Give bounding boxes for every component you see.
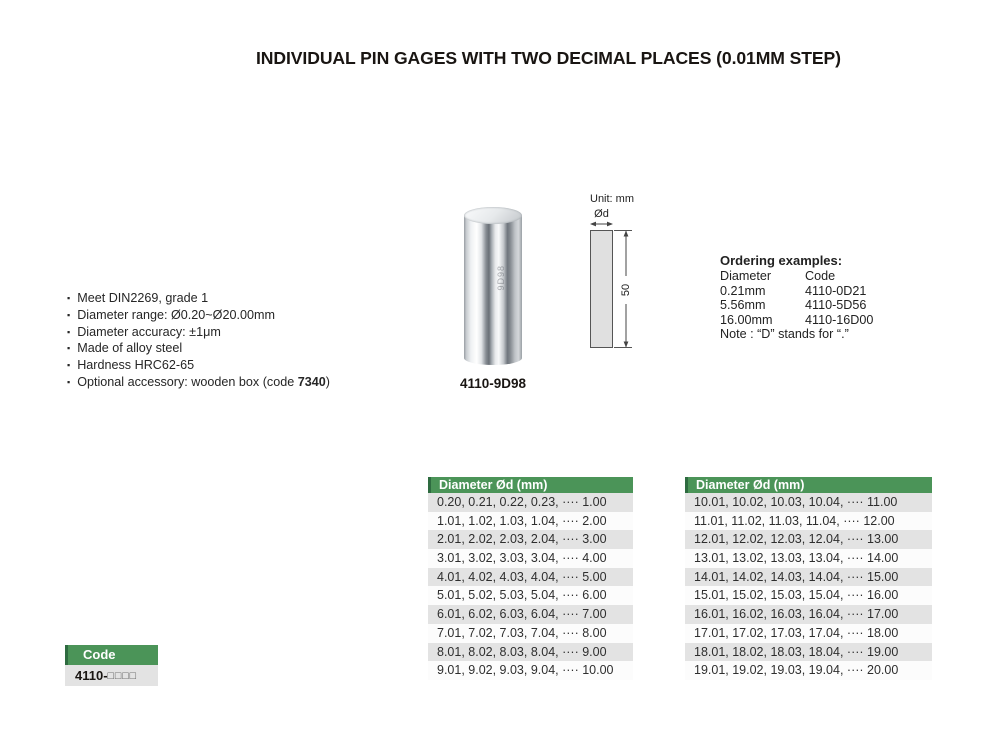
table-row: 14.01, 14.02, 14.03, 14.04, ···· 15.00	[685, 568, 932, 587]
list-item	[67, 291, 330, 308]
code-box-value	[65, 665, 158, 686]
table-header: Diameter Ød (mm)	[428, 477, 633, 493]
length-dimension-label: 50	[620, 283, 632, 297]
page-title: INDIVIDUAL PIN GAGES WITH TWO DECIMAL PLACES (0.01MM STEP)	[256, 48, 841, 68]
order-code-box	[65, 645, 158, 686]
feature-text	[77, 375, 330, 391]
table-row: 19.01, 19.02, 19.03, 19.04, ···· 20.00	[685, 661, 932, 680]
feature-text: Diameter range: Ø0.20~Ø20.00mm	[77, 307, 275, 322]
table-row: 2.01, 2.02, 2.03, 2.04, ···· 3.00	[428, 530, 633, 549]
unit-label: Unit: mm	[590, 193, 634, 205]
list-item	[67, 308, 330, 325]
code-box-header: Code	[65, 645, 158, 665]
bullet-square-icon: ▪	[67, 376, 71, 387]
code-placeholder-boxes: □□□□	[107, 670, 137, 682]
ordering-examples	[720, 253, 873, 342]
table-row: 15.01, 15.02, 15.03, 15.04, ···· 16.00	[685, 586, 932, 605]
ordering-diameter: 0.21mm	[720, 283, 766, 298]
accessory-code: 7340	[297, 374, 326, 389]
ordering-code: 4110-0D21	[805, 283, 867, 298]
pin-engraving-text: 9D98	[496, 265, 506, 291]
list-item	[67, 358, 330, 375]
code-prefix: 4110-	[75, 668, 108, 683]
feature-text: Made of alloy steel	[77, 341, 183, 356]
pin-top-face	[464, 207, 522, 224]
ordering-row	[720, 284, 873, 299]
table-row: 17.01, 17.02, 17.03, 17.04, ···· 18.00	[685, 624, 932, 643]
table-row: 5.01, 5.02, 5.03, 5.04, ···· 6.00	[428, 586, 633, 605]
feature-text: Hardness HRC62-65	[77, 358, 195, 373]
table-row: 12.01, 12.02, 12.03, 12.04, ···· 13.00	[685, 530, 932, 549]
pin-gage-photo	[464, 207, 522, 365]
diameter-dimension-label: Ød	[594, 208, 609, 220]
arrow-left-icon	[590, 222, 596, 227]
pin-cylinder	[464, 215, 522, 365]
bullet-square-icon: ▪	[67, 360, 71, 371]
ordering-diameter: 5.56mm	[720, 298, 766, 313]
table-row: 10.01, 10.02, 10.03, 10.04, ···· 11.00	[685, 493, 932, 512]
table-row: 3.01, 3.02, 3.03, 3.04, ···· 4.00	[428, 549, 633, 568]
product-model-label: 4110-9D98	[459, 376, 527, 391]
bullet-square-icon: ▪	[67, 343, 71, 354]
ordering-row	[720, 313, 873, 328]
feature-list	[67, 291, 330, 392]
table-row: 9.01, 9.02, 9.03, 9.04, ···· 10.00	[428, 661, 633, 680]
feature-text: Meet DIN2269, grade 1	[77, 291, 209, 305]
ordering-examples-title: Ordering examples:	[720, 253, 843, 268]
bullet-square-icon: ▪	[67, 326, 71, 337]
column-header-diameter: Diameter	[720, 269, 772, 283]
bullet-square-icon: ▪	[67, 309, 71, 320]
feature-text-suffix: )	[325, 374, 330, 389]
list-item	[67, 325, 330, 342]
ordering-header-row	[720, 269, 873, 284]
ordering-row	[720, 298, 873, 313]
ordering-code: 4110-16D00	[805, 312, 874, 327]
pin-dimension-drawing	[586, 219, 638, 355]
arrow-down-icon	[624, 342, 629, 348]
table-header: Diameter Ød (mm)	[685, 477, 932, 493]
table-row: 7.01, 7.02, 7.03, 7.04, ···· 8.00	[428, 624, 633, 643]
table-row: 13.01, 13.02, 13.03, 13.04, ···· 14.00	[685, 549, 932, 568]
table-row: 18.01, 18.02, 18.03, 18.04, ···· 19.00	[685, 643, 932, 662]
ordering-code: 4110-5D56	[805, 298, 867, 313]
column-header-code: Code	[805, 269, 836, 283]
feature-text-prefix: Optional accessory: wooden box (code	[77, 374, 298, 389]
table-row: 0.20, 0.21, 0.22, 0.23, ···· 1.00	[428, 493, 633, 512]
ordering-diameter: 16.00mm	[720, 312, 773, 327]
diameter-table-left	[428, 477, 633, 680]
list-item	[67, 375, 330, 392]
diameter-table-right	[685, 477, 932, 680]
table-row: 11.01, 11.02, 11.03, 11.04, ···· 12.00	[685, 512, 932, 531]
table-row: 16.01, 16.02, 16.03, 16.04, ···· 17.00	[685, 605, 932, 624]
table-row: 6.01, 6.02, 6.03, 6.04, ···· 7.00	[428, 605, 633, 624]
list-item	[67, 341, 330, 358]
arrow-up-icon	[624, 231, 629, 237]
table-row: 1.01, 1.02, 1.03, 1.04, ···· 2.00	[428, 512, 633, 531]
feature-text: Diameter accuracy: ±1μm	[77, 324, 221, 339]
pin-profile-rect	[591, 231, 613, 348]
ordering-note: Note : “D” stands for “.”	[720, 327, 849, 342]
table-row: 4.01, 4.02, 4.03, 4.04, ···· 5.00	[428, 568, 633, 587]
bullet-square-icon: ▪	[67, 293, 71, 303]
table-row: 8.01, 8.02, 8.03, 8.04, ···· 9.00	[428, 643, 633, 662]
arrow-right-icon	[607, 222, 613, 227]
